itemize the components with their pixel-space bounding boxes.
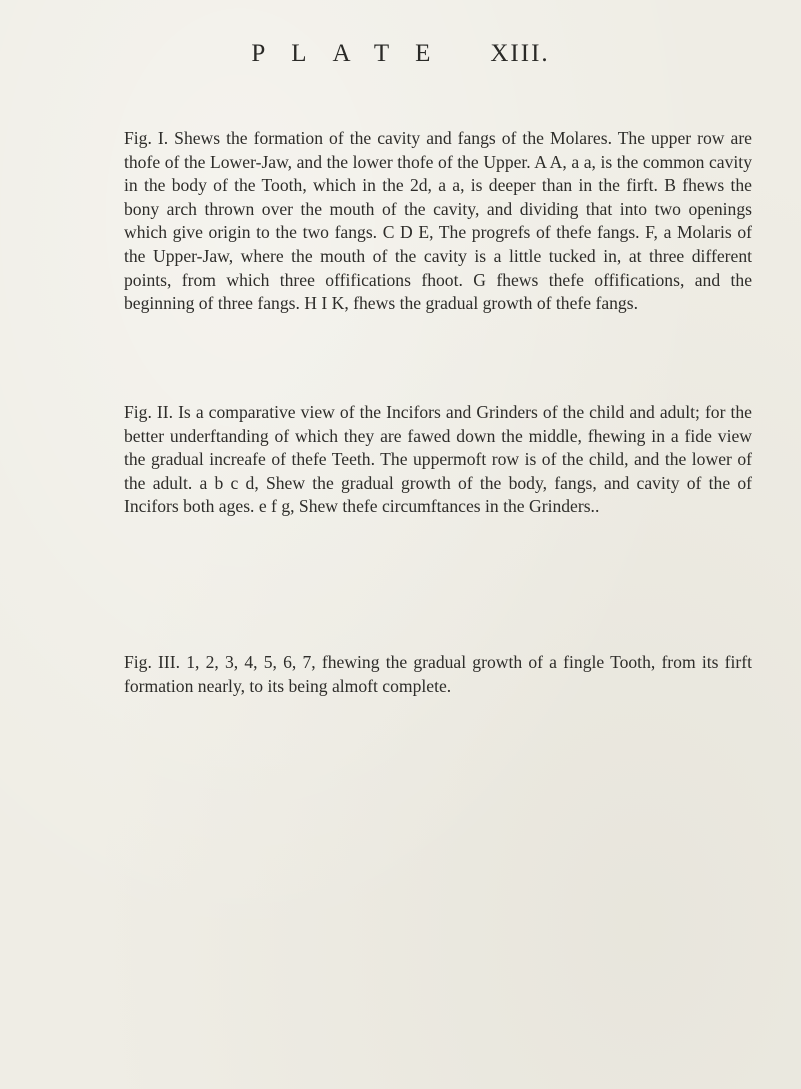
plate-heading bbox=[0, 40, 801, 68]
figure-3-description bbox=[124, 651, 752, 698]
paragraph-fig-1: Fig. I. Shews the formation of the cavity and fangs of the Molares. The upper row are thofe of the Lower-Jaw, and the lower thofe of the Upper. A A, a a, is the common cavity in the body of the Tooth, which in the 2d, a a, is deeper than in the firft. B fhews the bony arch thrown over the mouth of the cavity, and dividing that into two openings which give origin to the two fangs. C D E, The progrefs of thefe fangs. F, a Molaris of the Upper-Jaw, where the mouth of the cavity is a little tucked in, at three different points, from which three offifications fhoot. G fhews thefe offifications, and the beginning of three fangs. H I K, fhews the gradual growth of thefe fangs. bbox=[124, 128, 752, 314]
paragraph-fig-3: Fig. III. 1, 2, 3, 4, 5, 6, 7, fhewing the gradual growth of a fingle Tooth, from its firft formation nearly, to its being almoft complete. bbox=[124, 652, 752, 696]
plate-number: XIII. bbox=[490, 40, 550, 67]
paragraph-fig-2: Fig. II. Is a comparative view of the Incifors and Grinders of the child and adult; for the better underftanding of which they are fawed down the middle, fhewing in a fide view the gradual increafe of thefe Teeth. The uppermoft row is of the child, and the lower of the adult. a b c d, Shew the gradual growth of the body, fangs, and cavity of the of Incifors both ages. e f g, Shew thefe circumftances in the Grinders.. bbox=[124, 402, 752, 517]
figure-1-description bbox=[124, 127, 752, 316]
figure-2-description bbox=[124, 401, 752, 519]
plate-word: PLATE bbox=[251, 40, 457, 67]
